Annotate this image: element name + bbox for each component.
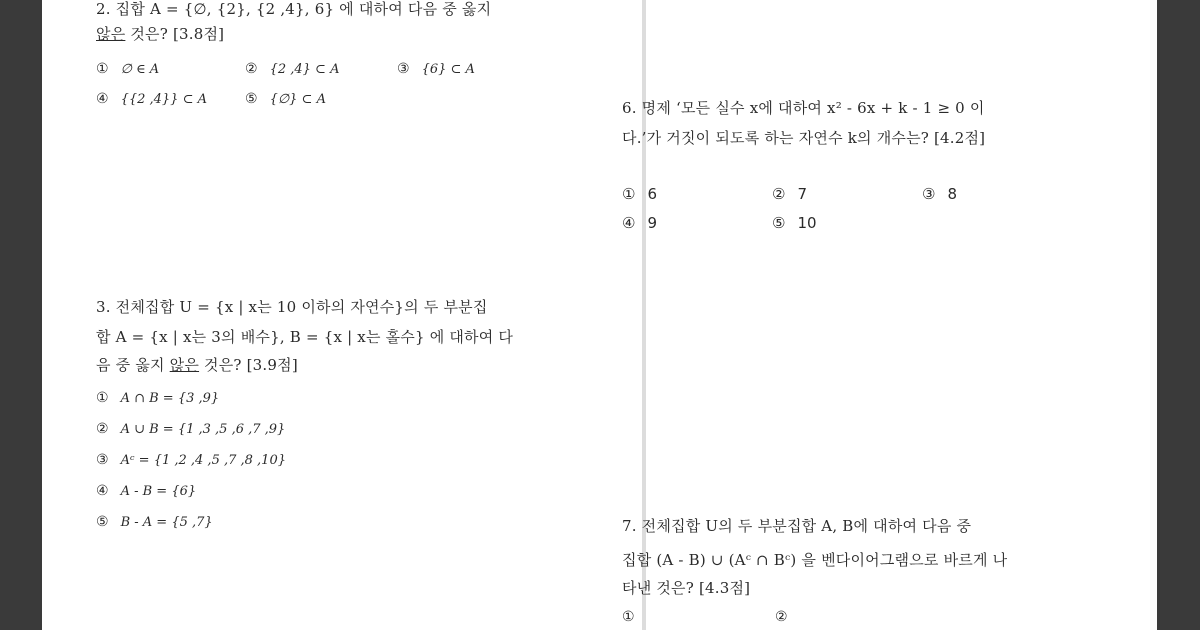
q3-line-3 <box>96 352 298 379</box>
option-text: Aᶜ = {1 ,2 ,4 ,5 ,7 ,8 ,10} <box>120 453 286 468</box>
option-number: ⑤ <box>772 214 786 232</box>
q2-line-2 <box>96 21 224 48</box>
option-text: 8 <box>947 185 957 203</box>
q2-line-1: 2. 집합 A = {∅, {2}, {2 ,4}, 6} 에 대하여 다음 중 옳지 <box>96 0 492 18</box>
option-text: A ∩ B = {3 ,9} <box>120 391 220 406</box>
option-number: ② <box>245 61 258 77</box>
q3-option-2[interactable] <box>96 421 285 437</box>
q6-line-2: 다.’가 거짓이 되도록 하는 자연수 k의 개수는? [4.2점] <box>622 129 986 147</box>
q2-option-3[interactable] <box>397 61 475 77</box>
option-number: ① <box>96 390 109 406</box>
q3-line-1: 3. 전체집합 U = {x | x는 10 이하의 자연수}의 두 부분집 <box>96 298 488 316</box>
option-number: ③ <box>96 452 109 468</box>
q3-option-3[interactable] <box>96 452 286 468</box>
q6-option-1[interactable] <box>622 185 657 203</box>
option-number: ① <box>622 185 636 203</box>
q7-line-3: 타낸 것은? [4.3점] <box>622 579 751 597</box>
q2-option-2[interactable] <box>245 61 339 77</box>
q2-line-2-rest: 것은? [3.8점] <box>125 25 225 43</box>
q3-option-5[interactable] <box>96 514 213 530</box>
q7-line-1: 7. 전체집합 U의 두 부분집합 A, B에 대하여 다음 중 <box>622 517 972 535</box>
option-number: ③ <box>922 185 936 203</box>
option-text: {{2 ,4}} ⊂ A <box>120 92 207 107</box>
q2-emphasis: 않은 <box>96 25 126 43</box>
option-number: ④ <box>622 214 636 232</box>
option-number: ② <box>96 421 109 437</box>
option-text: 6 <box>647 185 657 203</box>
option-number: ② <box>775 609 788 625</box>
option-number: ① <box>622 609 635 625</box>
option-number: ④ <box>96 91 109 107</box>
option-text: ∅ ∈ A <box>120 62 160 77</box>
option-text: 9 <box>647 214 657 232</box>
q6-option-2[interactable] <box>772 185 807 203</box>
option-number: ③ <box>397 61 410 77</box>
q6-line-1: 6. 명제 ‘모든 실수 x에 대하여 x² - 6x + k - 1 ≥ 0 이 <box>622 99 985 117</box>
option-number: ② <box>772 185 786 203</box>
exam-page <box>42 0 1157 630</box>
q2-option-5[interactable] <box>245 91 326 107</box>
q3-line-3-pre: 음 중 옳지 <box>96 356 170 374</box>
option-text: 7 <box>797 185 807 203</box>
option-text: A ∪ B = {1 ,3 ,5 ,6 ,7 ,9} <box>120 422 286 437</box>
option-number: ① <box>96 61 109 77</box>
option-text: {6} ⊂ A <box>421 62 475 77</box>
q6-option-5[interactable] <box>772 214 817 232</box>
option-text: {2 ,4} ⊂ A <box>269 62 340 77</box>
q3-line-3-rest: 것은? [3.9점] <box>199 356 298 374</box>
option-text: {∅} ⊂ A <box>269 92 326 107</box>
q7-option-1[interactable] <box>622 609 647 625</box>
q6-option-3[interactable] <box>922 185 957 203</box>
q3-emphasis: 않은 <box>169 356 200 374</box>
q6-option-4[interactable] <box>622 214 657 232</box>
option-text: 10 <box>797 214 817 232</box>
q2-option-1[interactable] <box>96 61 159 77</box>
option-number: ④ <box>96 483 109 499</box>
q3-line-2: 합 A = {x | x는 3의 배수}, B = {x | x는 홀수} 에 대하여 다 <box>96 328 514 346</box>
q3-option-1[interactable] <box>96 390 219 406</box>
option-number: ⑤ <box>245 91 258 107</box>
q3-option-4[interactable] <box>96 483 196 499</box>
option-text: A - B = {6} <box>120 484 197 499</box>
q7-option-2[interactable] <box>775 609 800 625</box>
q7-line-2: 집합 (A - B) ∪ (Aᶜ ∩ Bᶜ) 을 벤다이어그램으로 바르게 나 <box>622 551 1008 569</box>
viewer-right-margin <box>1157 0 1200 630</box>
q2-option-4[interactable] <box>96 91 207 107</box>
option-number: ⑤ <box>96 514 109 530</box>
viewer-left-margin <box>0 0 42 630</box>
option-text: B - A = {5 ,7} <box>120 515 213 530</box>
